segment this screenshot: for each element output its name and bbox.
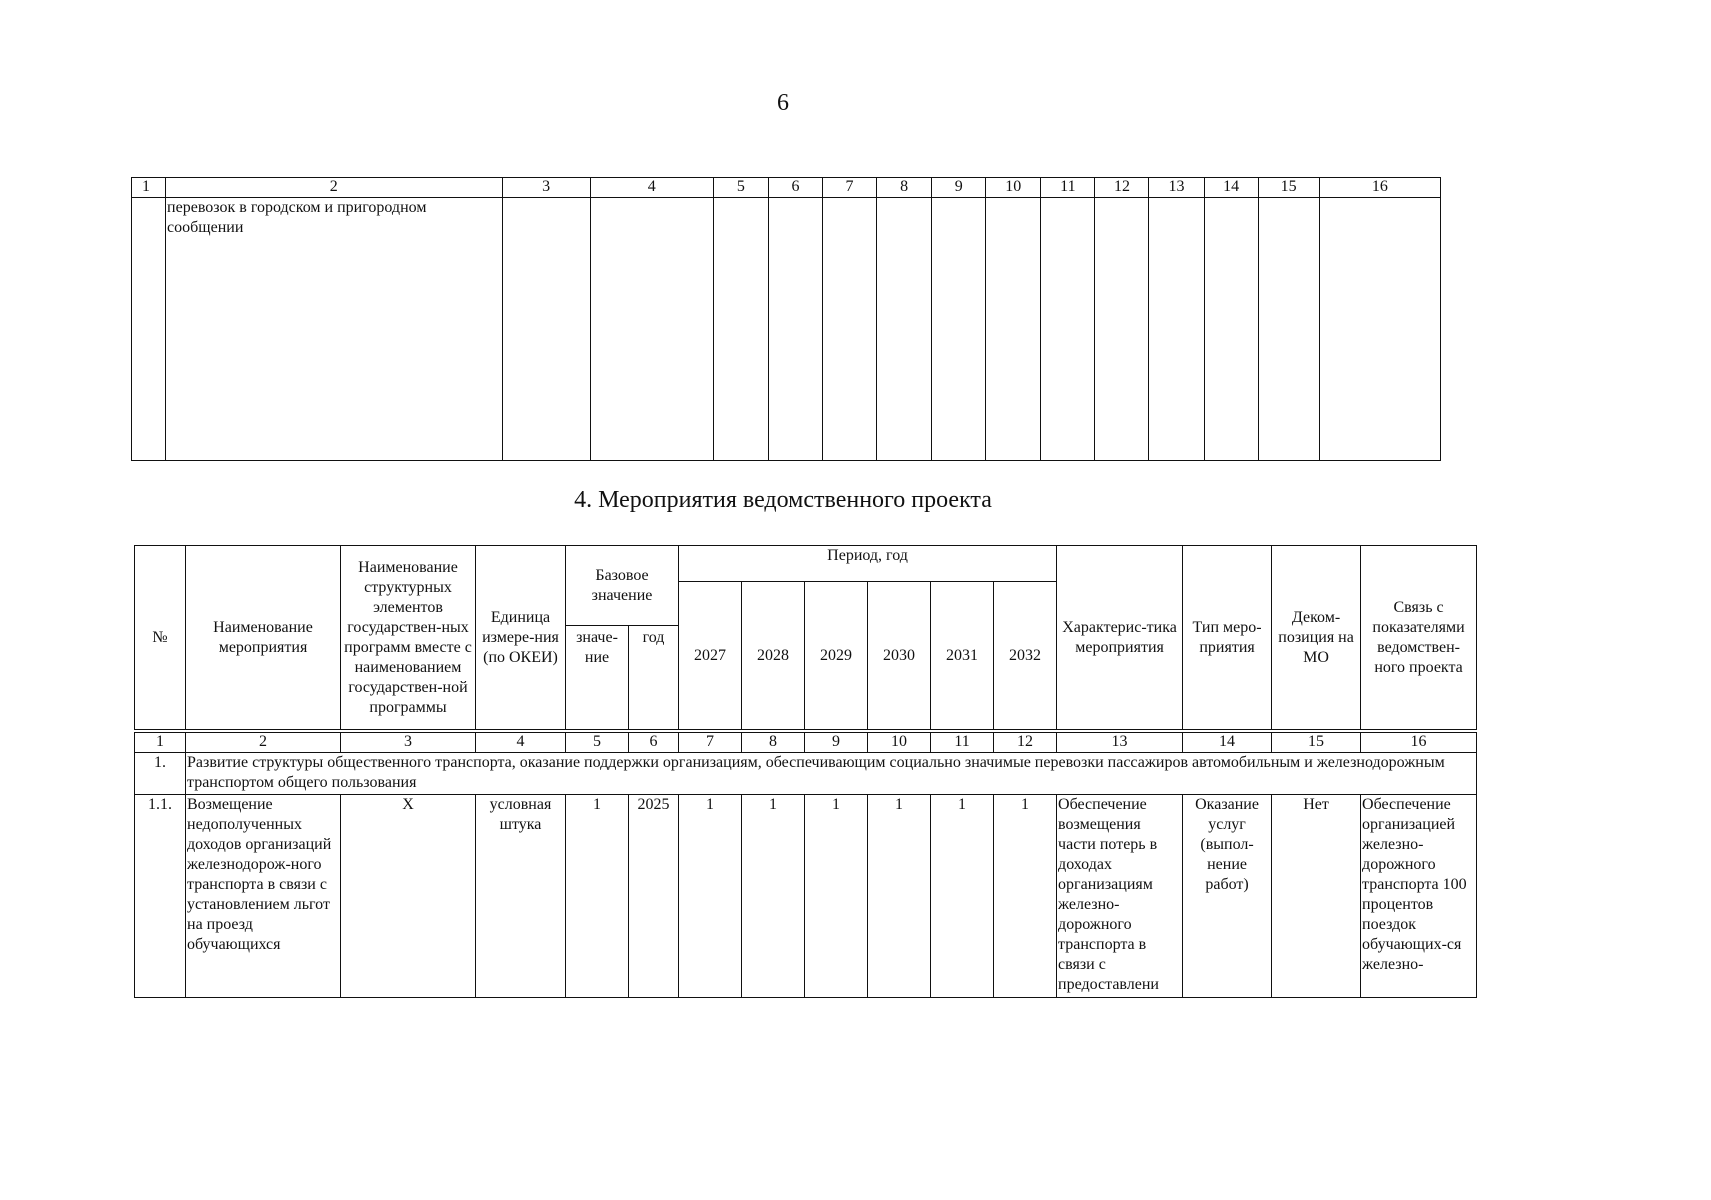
column-number: 12 bbox=[994, 733, 1057, 753]
column-number: 15 bbox=[1272, 733, 1361, 753]
table-cell bbox=[713, 198, 768, 461]
header-no: № bbox=[135, 546, 186, 730]
header-year: 2029 bbox=[805, 582, 868, 730]
column-number: 12 bbox=[1095, 178, 1149, 198]
table-cell bbox=[1258, 198, 1319, 461]
column-number: 10 bbox=[868, 733, 931, 753]
column-number: 4 bbox=[590, 178, 713, 198]
column-number: 3 bbox=[502, 178, 590, 198]
table-row bbox=[132, 198, 1441, 461]
column-number: 1 bbox=[135, 733, 186, 753]
characteristic: Обеспечение возмещения части потерь в доходах организациям железно-дорожного транспорта в связи с предоставлени bbox=[1057, 795, 1183, 998]
column-number: 15 bbox=[1258, 178, 1319, 198]
indicator-link: Обеспечение организацией железно-дорожного транспорта 100 процентов поездок обучающих-ся железно- bbox=[1361, 795, 1477, 998]
table-cell bbox=[1319, 198, 1440, 461]
column-number: 1 bbox=[132, 178, 166, 198]
table-cell bbox=[986, 198, 1041, 461]
value-2028: 1 bbox=[742, 795, 805, 998]
column-number-row bbox=[135, 733, 1477, 753]
header-decomposition: Деком-позиция на МО bbox=[1272, 546, 1361, 730]
value-2030: 1 bbox=[868, 795, 931, 998]
decomposition: Нет bbox=[1272, 795, 1361, 998]
activity-type: Оказание услуг (выпол-нение работ) bbox=[1183, 795, 1272, 998]
column-number: 2 bbox=[186, 733, 341, 753]
section-text: Развитие структуры общественного транспорта, оказание поддержки организациям, обеспечивающим социально значимые перевозки пассажиров автомобильным и железнодорожным транспортом общего пользования bbox=[186, 753, 1477, 795]
header-characteristic: Характерис-тика мероприятия bbox=[1057, 546, 1183, 730]
activity-name: Возмещение недополученных доходов организаций железнодорож-ного транспорта в связи с установлением льгот на проезд обучающихся bbox=[186, 795, 341, 998]
value-2032: 1 bbox=[994, 795, 1057, 998]
header-type: Тип меро-приятия bbox=[1183, 546, 1272, 730]
table-cell bbox=[1204, 198, 1258, 461]
column-number: 3 bbox=[341, 733, 476, 753]
table-cell bbox=[132, 198, 166, 461]
table-cell bbox=[768, 198, 822, 461]
unit: условная штука bbox=[476, 795, 566, 998]
page-number: 6 bbox=[777, 90, 789, 116]
value-2031: 1 bbox=[931, 795, 994, 998]
activities-table bbox=[134, 545, 1477, 998]
column-number: 8 bbox=[877, 178, 932, 198]
column-number: 10 bbox=[986, 178, 1041, 198]
continuation-text: перевозок в городском и пригородном сообщении bbox=[166, 198, 503, 461]
column-number: 9 bbox=[805, 733, 868, 753]
table-cell bbox=[932, 198, 986, 461]
column-number-row bbox=[132, 178, 1441, 198]
header-name: Наименование мероприятия bbox=[186, 546, 341, 730]
column-number: 4 bbox=[476, 733, 566, 753]
column-number: 6 bbox=[629, 733, 679, 753]
table-cell bbox=[590, 198, 713, 461]
header-period: Период, год bbox=[679, 546, 1057, 582]
column-number: 16 bbox=[1361, 733, 1477, 753]
column-number: 6 bbox=[768, 178, 822, 198]
section-number: 1. bbox=[135, 753, 186, 795]
continuation-table bbox=[131, 177, 1441, 461]
column-number: 16 bbox=[1319, 178, 1440, 198]
column-number: 11 bbox=[1041, 178, 1095, 198]
column-number: 14 bbox=[1183, 733, 1272, 753]
header-year: 2027 bbox=[679, 582, 742, 730]
header-base-value: значе-ние bbox=[566, 626, 629, 730]
column-number: 13 bbox=[1057, 733, 1183, 753]
column-number: 8 bbox=[742, 733, 805, 753]
base-value: 1 bbox=[566, 795, 629, 998]
header-base-year: год bbox=[629, 626, 679, 730]
column-number: 5 bbox=[713, 178, 768, 198]
column-number: 2 bbox=[166, 178, 503, 198]
table-cell bbox=[502, 198, 590, 461]
column-number: 14 bbox=[1204, 178, 1258, 198]
structural-element: X bbox=[341, 795, 476, 998]
table-cell bbox=[1149, 198, 1204, 461]
table-cell bbox=[823, 198, 877, 461]
header-year: 2030 bbox=[868, 582, 931, 730]
header-year: 2031 bbox=[931, 582, 994, 730]
header-year: 2028 bbox=[742, 582, 805, 730]
column-number: 11 bbox=[931, 733, 994, 753]
column-number: 5 bbox=[566, 733, 629, 753]
table-row bbox=[135, 795, 1477, 998]
base-year: 2025 bbox=[629, 795, 679, 998]
table-cell bbox=[877, 198, 932, 461]
column-number: 7 bbox=[679, 733, 742, 753]
value-2029: 1 bbox=[805, 795, 868, 998]
column-number: 13 bbox=[1149, 178, 1204, 198]
header-year: 2032 bbox=[994, 582, 1057, 730]
header-structural-elements: Наименование структурных элементов государствен-ных программ вместе с наименованием государствен-ной программы bbox=[341, 546, 476, 730]
section-title: 4. Мероприятия ведомственного проекта bbox=[574, 487, 992, 513]
row-number: 1.1. bbox=[135, 795, 186, 998]
header-unit: Единица измере-ния (по ОКЕИ) bbox=[476, 546, 566, 730]
header-link: Связь с показателями ведомствен-ного проекта bbox=[1361, 546, 1477, 730]
table-cell bbox=[1095, 198, 1149, 461]
column-number: 7 bbox=[823, 178, 877, 198]
value-2027: 1 bbox=[679, 795, 742, 998]
column-number: 9 bbox=[932, 178, 986, 198]
header-base: Базовое значение bbox=[566, 546, 679, 626]
section-row bbox=[135, 753, 1477, 795]
table-cell bbox=[1041, 198, 1095, 461]
